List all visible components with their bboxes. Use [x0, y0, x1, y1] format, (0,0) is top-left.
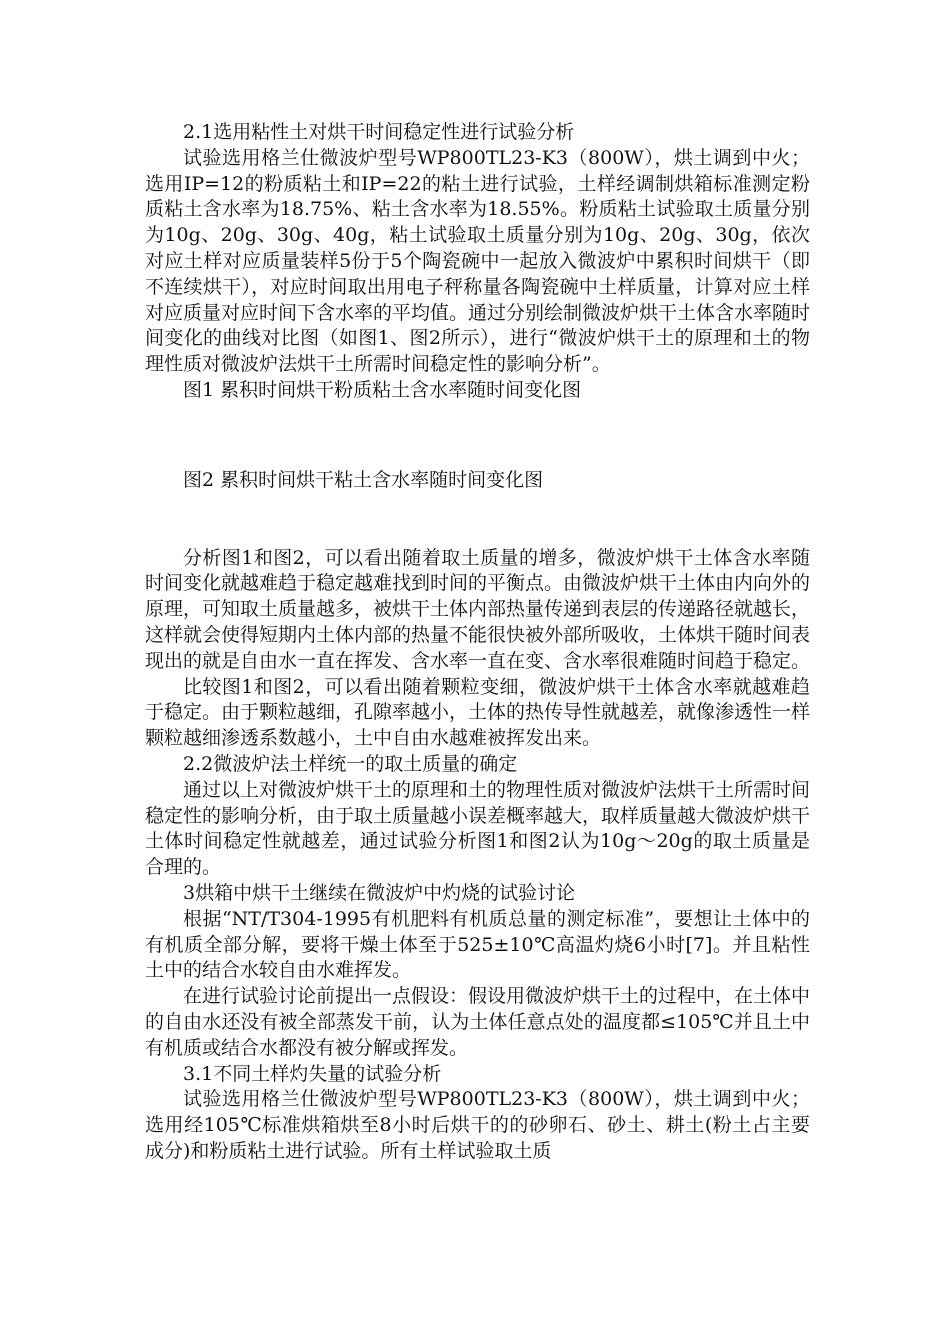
figure-1-caption: 图1 累积时间烘干粉质粘土含水率随时间变化图 — [183, 378, 582, 401]
figure-1-placeholder — [145, 404, 810, 468]
paragraph-test-setup: 试验选用格兰仕微波炉型号WP800TL23-K3（800W），烘土调到中火；选用IP=12的粉质粘土和IP=22的粘土进行试验，土样经调制烘箱标准测定粉质粘土含水率为18.75%、粘土含水率为18.55%。粉质粘土试验取土质量分别为10g、20g、30g、40g，粘土试验取土质量分别为10g、20g、30g，依次对应土样对应质量装样5份于5个陶瓷碗中一起放入微波炉中累积时间烘干（即不连续烘干），对应时间取出用电子秤称量各陶瓷碗中土样质量，计算对应土样对应质量对应时间下含水率的平均值。通过分别绘制微波炉烘干土体含水率随时间变化的曲线对比图（如图1、图2所示），进行“微波炉烘干土的原理和土的物理性质对微波炉法烘干土所需时间稳定性的影响分析”。 — [145, 146, 811, 376]
section-heading-3: 3烘箱中烘干土继续在微波炉中灼烧的试验讨论 — [183, 881, 576, 904]
paragraph-comparison: 比较图1和图2，可以看出随着颗粒变细，微波炉烘干土体含水率就越难趋于稳定。由于颗粒越细，孔隙率越小，土体的热传导性就越差，就像渗透性一样颗粒越细渗透系数越小，土中自由水越难被挥发出来。 — [145, 675, 811, 750]
figure-2-placeholder — [145, 494, 810, 546]
section-heading-3-1: 3.1不同土样灼失量的试验分析 — [183, 1062, 442, 1085]
paragraph-standard: 根据“NT/T304-1995有机肥料有机质总量的测定标准”，要想让土体中的有机质全部分解，要将干燥土体至于525±10℃高温灼烧6小时[7]。并且粘性土中的结合水较自由水难挥发。 — [145, 907, 810, 982]
section-heading-2-1: 2.1选用粘性土对烘干时间稳定性进行试验分析 — [183, 121, 575, 143]
figure-2-caption: 图2 累积时间烘干粘土含水率随时间变化图 — [183, 468, 544, 491]
document-body — [145, 120, 810, 1165]
paragraph-assumption: 在进行试验讨论前提出一点假设：假设用微波炉烘干土的过程中，在土体中的自由水还没有被全部蒸发干前，认为土体任意点处的温度都≤105℃并且土中有机质或结合水都没有被分解或挥发。 — [145, 985, 811, 1059]
paragraph-analysis: 分析图1和图2，可以看出随着取土质量的增多，微波炉烘干土体含水率随时间变化就越难趋于稳定越难找到时间的平衡点。由微波炉烘干土体由内向外的原理，可知取土质量越多，被烘干土体内部热量传递到表层的传递路径就越长，这样就会使得短期内土体内部的热量不能很快被外部所吸收，土体烘干随时间表现出的就是自由水一直在挥发、含水率一直在变、含水率很难随时间趋于稳定。 — [145, 546, 811, 672]
paragraph-loss-on-ignition: 试验选用格兰仕微波炉型号WP800TL23-K3（800W），烘土调到中火；选用经105℃标准烘箱烘至8小时后烘干的的砂卵石、砂土、耕土(粉土占主要成分)和粉质粘土进行试验。所有土样试验取土质 — [145, 1088, 810, 1162]
section-heading-2-2: 2.2微波炉法土样统一的取土质量的确定 — [183, 752, 518, 775]
paragraph-sample-mass: 通过以上对微波炉烘干土的原理和土的物理性质对微波炉法烘干土所需时间稳定性的影响分析，由于取土质量越小误差概率越大，取样质量越大微波炉烘干土体时间稳定性就越差，通过试验分析图1和图2认为10g～20g的取土质量是合理的。 — [145, 778, 811, 879]
